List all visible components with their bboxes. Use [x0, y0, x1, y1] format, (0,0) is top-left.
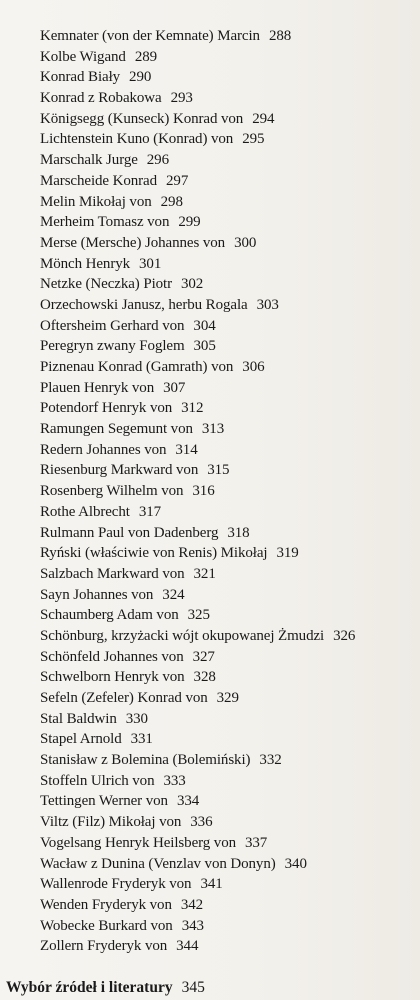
toc-entry-page-number: 288: [268, 28, 292, 44]
toc-entry: [40, 398, 355, 419]
toc-entry: [40, 895, 355, 916]
toc-entry: [40, 874, 355, 895]
toc-entry-page-number: 340: [284, 855, 307, 872]
toc-entry: [40, 67, 355, 88]
toc-entry: [40, 750, 355, 771]
toc-entry: [40, 791, 355, 812]
toc-entry-page-number: 293: [170, 90, 193, 107]
section-title: Wybór źródeł i literatury: [6, 979, 173, 996]
toc-entry-page-number: 328: [193, 669, 216, 686]
toc-entry-page-number: 289: [134, 48, 158, 65]
toc-entry-page-number: 306: [242, 359, 265, 375]
toc-entry: [40, 274, 355, 295]
toc-entry-name: Wallenrode Fryderyk von: [40, 876, 192, 893]
toc-entry-name: Stanisław z Bolemina (Bolemiński): [40, 752, 251, 769]
toc-entry-page-number: 337: [245, 834, 268, 851]
toc-entry-name: Redern Johannes von: [40, 441, 167, 458]
toc-entry: [40, 171, 355, 192]
toc-entry-page-number: 343: [181, 917, 204, 934]
toc-entry-page-number: 329: [216, 690, 239, 706]
toc-entry-page-number: 334: [176, 793, 200, 810]
toc-entry-page-number: 331: [130, 731, 153, 748]
toc-entry: [40, 129, 355, 150]
toc-entry-name: Wobecke Burkard von: [40, 917, 173, 934]
toc-entry: [40, 667, 355, 688]
toc-entry-page-number: 303: [256, 296, 279, 313]
toc-entry: [40, 502, 355, 523]
toc-entry-name: Marscheide Konrad: [40, 172, 158, 189]
toc-entry-name: Kolbe Wigand: [40, 48, 126, 65]
toc-entry-name: Oftersheim Gerhard von: [40, 317, 185, 334]
toc-entry: [40, 440, 355, 461]
toc-entry: [40, 88, 355, 109]
toc-entry-page-number: 298: [160, 193, 183, 210]
toc-entry: [40, 150, 355, 171]
toc-entry-page-number: 304: [193, 317, 216, 334]
toc-entry: [40, 357, 355, 378]
toc-entry-name: Plauen Henryk von: [40, 379, 155, 396]
toc-entry-page-number: 344: [176, 938, 199, 955]
toc-entry-page-number: 324: [162, 586, 185, 603]
toc-entry-name: Riesenburg Markward von: [40, 462, 199, 479]
toc-entry-name: Stapel Arnold: [40, 731, 122, 748]
toc-entry-name: Rosenberg Wilhelm von: [40, 483, 184, 500]
toc-entry-name: Peregryn zwany Foglem: [40, 338, 185, 355]
toc-entry-page-number: 307: [163, 379, 186, 396]
toc-entry: [40, 647, 355, 668]
toc-entry-name: Sayn Johannes von: [40, 586, 154, 603]
toc-entry-name: Melin Mikołaj von: [40, 193, 152, 210]
toc-entry: [40, 626, 355, 647]
toc-entry-name: Rothe Albrecht: [40, 503, 130, 520]
toc-entry-name: Sefeln (Zefeler) Konrad von: [40, 690, 208, 706]
toc-entry: [40, 378, 355, 399]
toc-entry-page-number: 294: [252, 110, 275, 127]
table-of-contents: [40, 26, 355, 957]
toc-entry-page-number: 327: [192, 648, 215, 665]
toc-entry: [40, 543, 355, 564]
toc-entry-name: Ryński (właściwie von Renis) Mikołaj: [40, 545, 268, 562]
toc-entry-name: Stal Baldwin: [40, 710, 117, 727]
toc-entry-name: Königsegg (Kunseck) Konrad von: [40, 110, 244, 127]
toc-entry-name: Kemnater (von der Kemnate) Marcin: [40, 28, 260, 44]
toc-entry: [40, 295, 355, 316]
toc-entry-name: Piznenau Konrad (Gamrath) von: [40, 359, 234, 375]
toc-entry-page-number: 342: [180, 896, 204, 913]
toc-entry-page-number: 297: [166, 172, 189, 189]
toc-entry: [40, 729, 355, 750]
toc-entry-name: Stoffeln Ulrich von: [40, 772, 155, 789]
toc-entry: [40, 212, 355, 233]
toc-entry-page-number: 312: [181, 400, 204, 417]
section-page-number: 345: [181, 979, 205, 996]
toc-entry: [40, 564, 355, 585]
toc-entry-page-number: 305: [193, 338, 216, 355]
toc-entry-name: Schaumberg Adam von: [40, 607, 179, 624]
toc-entry: [40, 771, 355, 792]
toc-entry-page-number: 326: [333, 627, 356, 644]
toc-entry: [40, 109, 355, 130]
toc-entry-page-number: 300: [234, 234, 257, 251]
toc-entry-name: Mönch Henryk: [40, 255, 131, 272]
toc-entry-page-number: 332: [259, 752, 282, 769]
toc-entry: [40, 605, 355, 626]
toc-entry-page-number: 302: [181, 276, 204, 293]
toc-entry-page-number: 315: [207, 462, 230, 479]
toc-entry: [40, 26, 355, 47]
section-heading: [6, 978, 205, 998]
toc-entry: [40, 585, 355, 606]
toc-entry: [40, 254, 355, 275]
toc-entry-name: Salzbach Markward von: [40, 565, 185, 582]
toc-entry-name: Wenden Fryderyk von: [40, 896, 172, 913]
toc-entry-page-number: 313: [201, 421, 225, 438]
toc-entry-page-number: 319: [276, 545, 299, 562]
toc-entry-name: Orzechowski Janusz, herbu Rogala: [40, 296, 248, 313]
toc-entry-page-number: 321: [193, 565, 216, 582]
toc-entry-name: Vogelsang Henryk Heilsberg von: [40, 834, 236, 851]
toc-entry: [40, 336, 355, 357]
toc-entry: [40, 316, 355, 337]
toc-entry: [40, 481, 355, 502]
toc-entry-page-number: 295: [242, 131, 265, 148]
toc-entry-name: Zollern Fryderyk von: [40, 938, 168, 955]
toc-entry-name: Schönfeld Johannes von: [40, 648, 184, 665]
toc-entry: [40, 812, 355, 833]
toc-entry-page-number: 318: [227, 524, 250, 541]
toc-entry-page-number: 296: [146, 152, 169, 169]
toc-entry-page-number: 301: [139, 255, 162, 272]
toc-entry: [40, 47, 355, 68]
toc-entry: [40, 192, 355, 213]
toc-entry-name: Wacław z Dunina (Venzlav von Donyn): [40, 855, 276, 872]
toc-entry-name: Konrad z Robakowa: [40, 90, 162, 107]
toc-entry: [40, 709, 355, 730]
toc-entry-page-number: 314: [175, 441, 198, 458]
toc-entry-page-number: 317: [138, 503, 162, 520]
toc-entry: [40, 833, 355, 854]
toc-entry: [40, 854, 355, 875]
toc-entry-name: Netzke (Neczka) Piotr: [40, 276, 172, 293]
toc-entry: [40, 688, 355, 709]
toc-entry: [40, 936, 355, 957]
toc-entry: [40, 523, 355, 544]
toc-entry-page-number: 341: [200, 876, 223, 893]
toc-entry-page-number: 325: [187, 607, 210, 624]
toc-entry-name: Marschalk Jurge: [40, 152, 138, 169]
toc-entry-name: Viltz (Filz) Mikołaj von: [40, 814, 182, 831]
toc-entry-name: Potendorf Henryk von: [40, 400, 173, 417]
toc-entry-name: Tettingen Werner von: [40, 793, 168, 810]
toc-entry: [40, 916, 355, 937]
toc-entry-page-number: 330: [125, 710, 148, 727]
toc-entry-page-number: 333: [163, 772, 186, 789]
toc-entry-name: Schönburg, krzyżacki wójt okupowanej Żmudzi: [40, 627, 325, 644]
toc-entry: [40, 233, 355, 254]
toc-entry-name: Schwelborn Henryk von: [40, 669, 185, 686]
toc-entry-page-number: 299: [178, 214, 201, 231]
toc-entry-name: Rulmann Paul von Dadenberg: [40, 524, 219, 541]
toc-entry-name: Lichtenstein Kuno (Konrad) von: [40, 131, 234, 148]
toc-entry: [40, 460, 355, 481]
toc-entry-name: Merse (Mersche) Johannes von: [40, 234, 226, 251]
toc-entry-page-number: 336: [190, 814, 213, 831]
toc-entry-name: Ramungen Segemunt von: [40, 421, 193, 438]
toc-entry-name: Merheim Tomasz von: [40, 214, 170, 231]
toc-entry-page-number: 290: [129, 69, 152, 86]
toc-entry-name: Konrad Biały: [40, 69, 121, 86]
toc-entry-page-number: 316: [192, 483, 215, 500]
toc-entry: [40, 419, 355, 440]
